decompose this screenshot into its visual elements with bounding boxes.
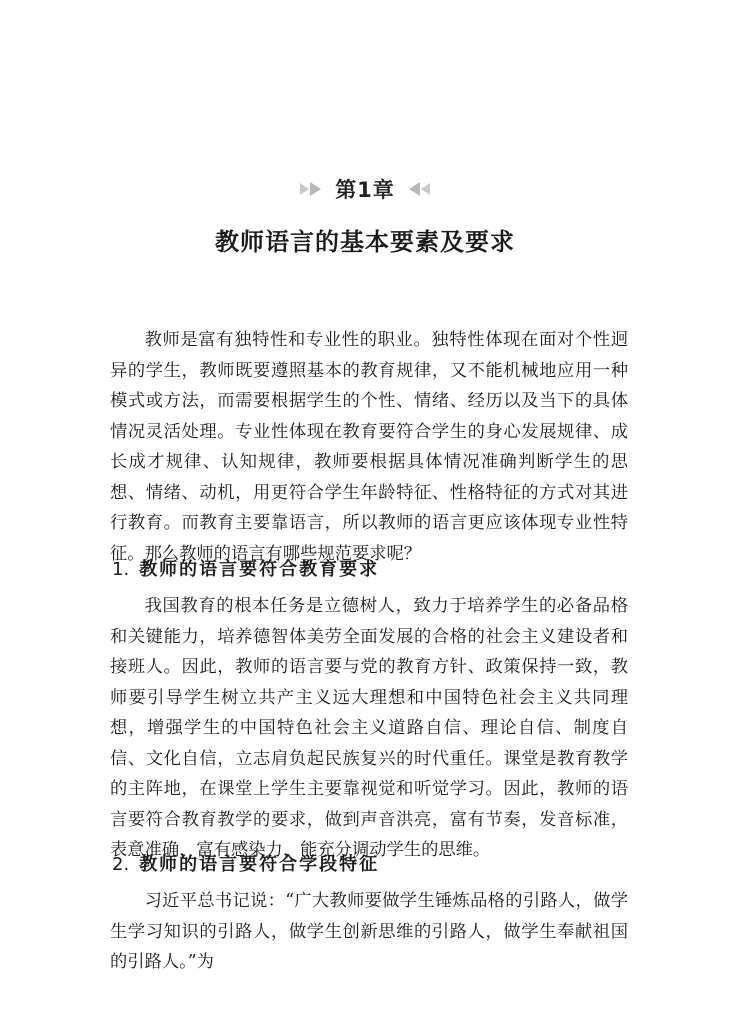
section-2-paragraph: 习近平总书记说：“广大教师要做学生锤炼品格的引路人，做学生学习知识的引路人，做学生创新思维的引路人，做学生奉献祖国的引路人。”为 <box>110 891 628 972</box>
section-title: 教师的语言要符合教育要求 <box>139 559 380 580</box>
chapter-marker <box>0 174 730 204</box>
intro-paragraph: 教师是富有独特性和专业性的职业。独特性体现在面对个性迥异的学生，教师既要遵照基本的教育规律，又不能机械地应用一种模式或方法，而需要根据学生的个性、情绪、经历以及当下的具体情况灵活处理。专业性体现在教育要符合学生的身心发展规律、成长成才规律、认知规律，教师要根据具体情况准确判断学生的思想、情绪、动机，用更符合学生年龄特征、性格特征的方式对其进行教育。而教育主要靠语言，所以教师的语言更应该体现专业性特征。那么教师的语言有哪些规范要求呢？ <box>110 330 628 564</box>
section-heading-2 <box>112 850 630 876</box>
intro-block <box>110 325 628 569</box>
section-1-block <box>110 591 628 866</box>
section-title: 教师的语言要符合学段特征 <box>139 854 380 875</box>
section-number: 2. <box>112 854 130 875</box>
section-2-block <box>110 886 628 978</box>
chapter-label: 第1章 <box>335 178 395 202</box>
section-1-paragraph: 我国教育的根本任务是立德树人，致力于培养学生的必备品格和关键能力，培养德智体美劳全面发展的合格的社会主义建设者和接班人。因此，教师的语言要与党的教育方针、政策保持一致，教师要引导学生树立共产主义远大理想和中国特色社会主义共同理想，增强学生的中国特色社会主义道路自信、理论自信、制度自信、文化自信，立志肩负起民族复兴的时代重任。课堂是教育教学的主阵地，在课堂上学生主要靠视觉和听觉学习。因此，教师的语言要符合教育教学的要求，做到声音洪亮，富有节奏，发音标准，表意准确，富有感染力，能充分调动学生的思维。 <box>110 596 628 860</box>
left-arrows-icon <box>409 182 430 196</box>
right-arrows-icon <box>300 182 321 196</box>
section-number: 1. <box>112 559 130 580</box>
section-heading-1 <box>112 555 630 581</box>
chapter-title: 教师语言的基本要素及要求 <box>215 228 515 256</box>
